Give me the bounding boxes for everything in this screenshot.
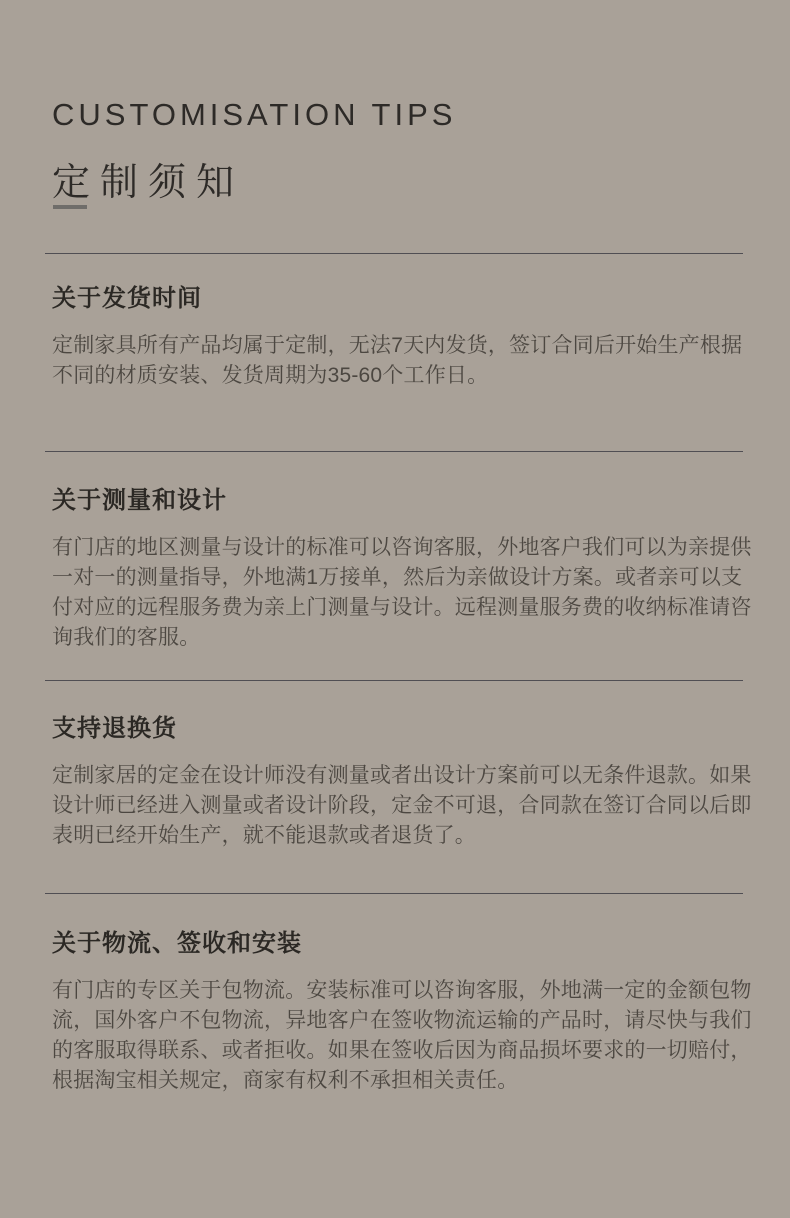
section-body-line: 有门店的专区关于包物流。安装标准可以咨询客服，外地满一定的金额包物 (52, 979, 752, 1002)
section-heading: 关于测量和设计 (52, 487, 227, 514)
section-divider (45, 893, 743, 894)
section-body-line: 付对应的远程服务费为亲上门测量与设计。远程测量服务费的收纳标准请咨 (52, 596, 752, 619)
section-body-line: 有门店的地区测量与设计的标准可以咨询客服，外地客户我们可以为亲提供 (52, 536, 752, 559)
section-return-policy (52, 714, 762, 851)
section-body-line: 表明已经开始生产，就不能退款或者退货了。 (52, 824, 476, 847)
section-body-line: 定制家居的定金在设计师没有测量或者出设计方案前可以无条件退款。如果 (52, 764, 752, 787)
section-heading: 关于物流、签收和安装 (52, 930, 302, 957)
section-body-line: 设计师已经进入测量或者设计阶段，定金不可退，合同款在签订合同以后即 (52, 794, 752, 817)
title-underline-dash (53, 205, 87, 209)
section-measure-design (52, 486, 762, 653)
section-body-line: 一对一的测量指导，外地满1万接单，然后为亲做设计方案。或者亲可以支 (52, 566, 743, 589)
page-title-chinese: 定制须知 (52, 162, 245, 204)
section-body-line: 根据淘宝相关规定，商家有权利不承担相关责任。 (52, 1069, 519, 1092)
section-body-line: 不同的材质安装、发货周期为35-60个工作日。 (52, 364, 489, 387)
section-body-line: 询我们的客服。 (52, 626, 201, 649)
section-heading: 关于发货时间 (52, 285, 202, 312)
section-shipping-time (52, 284, 762, 391)
section-logistics-install (52, 929, 762, 1096)
section-body-line: 定制家具所有产品均属于定制，无法7天内发货，签订合同后开始生产根据 (52, 334, 743, 357)
section-body-line: 的客服取得联系、或者拒收。如果在签收后因为商品损坏要求的一切赔付， (52, 1039, 752, 1062)
section-heading: 支持退换货 (52, 715, 177, 742)
section-divider (45, 451, 743, 452)
section-divider (45, 253, 743, 254)
page-title-english: CUSTOMISATION TIPS (52, 97, 457, 132)
section-body-line: 流，国外客户不包物流，异地客户在签收物流运输的产品时，请尽快与我们 (52, 1009, 752, 1032)
section-divider (45, 680, 743, 681)
